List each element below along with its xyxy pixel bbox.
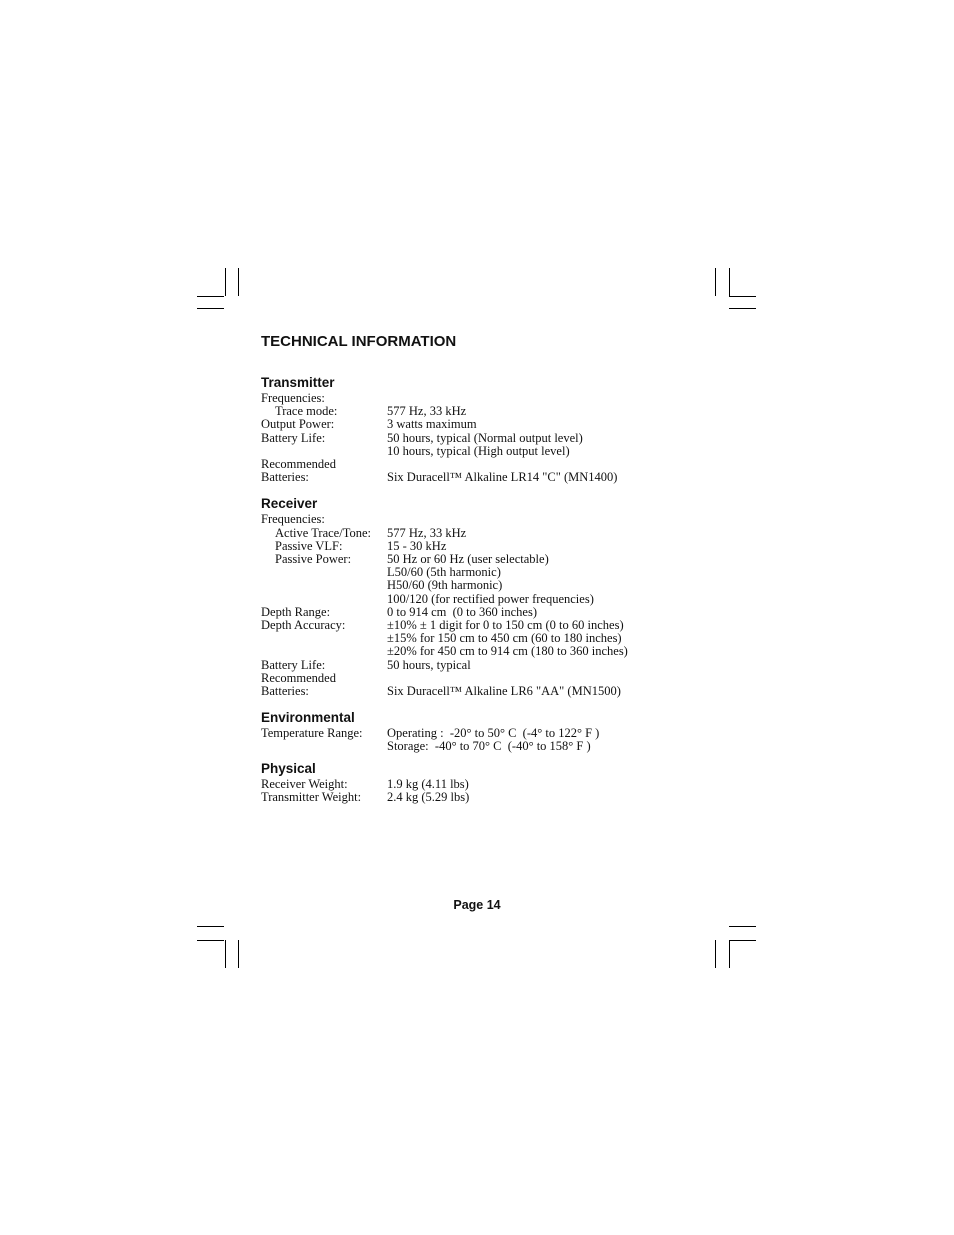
spec-row	[261, 645, 721, 658]
spec-row	[261, 527, 721, 540]
spec-row	[261, 778, 721, 791]
spec-value: 100/120 (for rectified power frequencies)	[387, 591, 594, 606]
spec-value: 0 to 914 cm (0 to 360 inches)	[387, 604, 537, 619]
crop-mark	[197, 926, 224, 927]
spec-row	[261, 659, 721, 672]
crop-mark	[729, 296, 756, 297]
spec-value: Six Duracell™ Alkaline LR6 "AA" (MN1500)	[387, 684, 621, 699]
spec-row	[261, 513, 721, 526]
crop-mark	[238, 268, 239, 296]
spec-value: L50/60 (5th harmonic)	[387, 565, 501, 580]
spec-row	[261, 579, 721, 592]
crop-mark	[729, 268, 730, 296]
spec-value	[387, 513, 721, 526]
spec-label	[261, 632, 387, 645]
spec-value: Storage: -40° to 70° C (-40° to 158° F )	[387, 739, 591, 754]
spec-value: 577 Hz, 33 kHz	[387, 525, 467, 540]
spec-label: Battery Life:	[261, 430, 326, 445]
spec-label: Frequencies:	[261, 391, 325, 405]
crop-mark	[197, 308, 224, 309]
crop-mark	[197, 940, 224, 941]
section-title: Transmitter	[261, 375, 335, 390]
spec-row	[261, 685, 721, 698]
spec-value: 10 hours, typical (High output level)	[387, 443, 570, 458]
spec-row	[261, 432, 721, 445]
spec-label: Passive Power:	[275, 552, 352, 567]
spec-label	[261, 593, 387, 606]
section-title: Physical	[261, 760, 316, 776]
spec-value: ±15% for 150 cm to 450 cm (60 to 180 inches)	[387, 631, 622, 646]
spec-value: 50 hours, typical	[387, 657, 471, 672]
crop-mark	[197, 296, 224, 297]
spec-value: 2.4 kg (5.29 lbs)	[387, 789, 470, 804]
spec-value: 15 - 30 kHz	[387, 538, 447, 553]
spec-label: Output Power:	[261, 417, 335, 432]
spec-label: Recommended	[261, 670, 336, 685]
spec-row	[261, 471, 721, 484]
spec-row	[261, 740, 721, 753]
section-title: Environmental	[261, 710, 355, 726]
spec-row	[261, 791, 721, 804]
crop-mark	[225, 268, 226, 296]
section-physical	[261, 760, 721, 804]
crop-mark	[729, 940, 730, 968]
spec-label: Receiver Weight:	[261, 776, 348, 791]
spec-value: ±20% for 450 cm to 914 cm (180 to 360 inches)	[387, 644, 628, 659]
spec-label: Active Trace/Tone:	[275, 525, 371, 540]
document-body	[261, 331, 721, 815]
spec-value: 50 hours, typical (Normal output level)	[387, 430, 583, 445]
spec-value: Operating : -20° to 50° C (-4° to 122° F )	[387, 726, 600, 741]
spec-label: Trace mode:	[275, 404, 338, 419]
page-number: Page 14	[453, 898, 501, 912]
sections-container	[261, 374, 721, 804]
spec-value: 1.9 kg (4.11 lbs)	[387, 776, 469, 791]
spec-value: 50 Hz or 60 Hz (user selectable)	[387, 552, 549, 567]
page-title: TECHNICAL INFORMATION	[261, 333, 457, 350]
crop-mark	[729, 308, 756, 309]
crop-mark	[729, 940, 756, 941]
spec-row	[261, 418, 721, 431]
spec-label: Batteries:	[261, 684, 309, 699]
spec-label: Depth Accuracy:	[261, 618, 346, 633]
crop-mark	[715, 940, 716, 968]
spec-value: 577 Hz, 33 kHz	[387, 404, 467, 419]
section-receiver	[261, 495, 721, 698]
spec-label	[261, 645, 387, 658]
spec-row	[261, 593, 721, 606]
spec-value: H50/60 (9th harmonic)	[387, 578, 503, 593]
crop-mark	[729, 926, 756, 927]
spec-value: ±10% ± 1 digit for 0 to 150 cm (0 to 60 inches)	[387, 618, 624, 633]
spec-value: 3 watts maximum	[387, 417, 477, 432]
section-environmental	[261, 709, 721, 753]
spec-label: Transmitter Weight:	[261, 789, 362, 804]
spec-label	[261, 740, 387, 753]
spec-label	[261, 566, 387, 579]
section-title: Receiver	[261, 496, 318, 512]
spec-label: Passive VLF:	[275, 538, 343, 553]
spec-label: Batteries:	[261, 470, 309, 485]
crop-mark	[238, 940, 239, 968]
spec-label	[261, 579, 387, 592]
spec-label: Depth Range:	[261, 604, 331, 619]
spec-label: Frequencies:	[261, 512, 325, 527]
spec-label: Temperature Range:	[261, 726, 363, 741]
crop-mark	[225, 940, 226, 968]
spec-label: Battery Life:	[261, 657, 326, 672]
section-transmitter	[261, 374, 721, 484]
spec-label: Recommended	[261, 457, 336, 472]
spec-value: Six Duracell™ Alkaline LR14 "C" (MN1400)	[387, 470, 618, 485]
crop-mark	[715, 268, 716, 296]
